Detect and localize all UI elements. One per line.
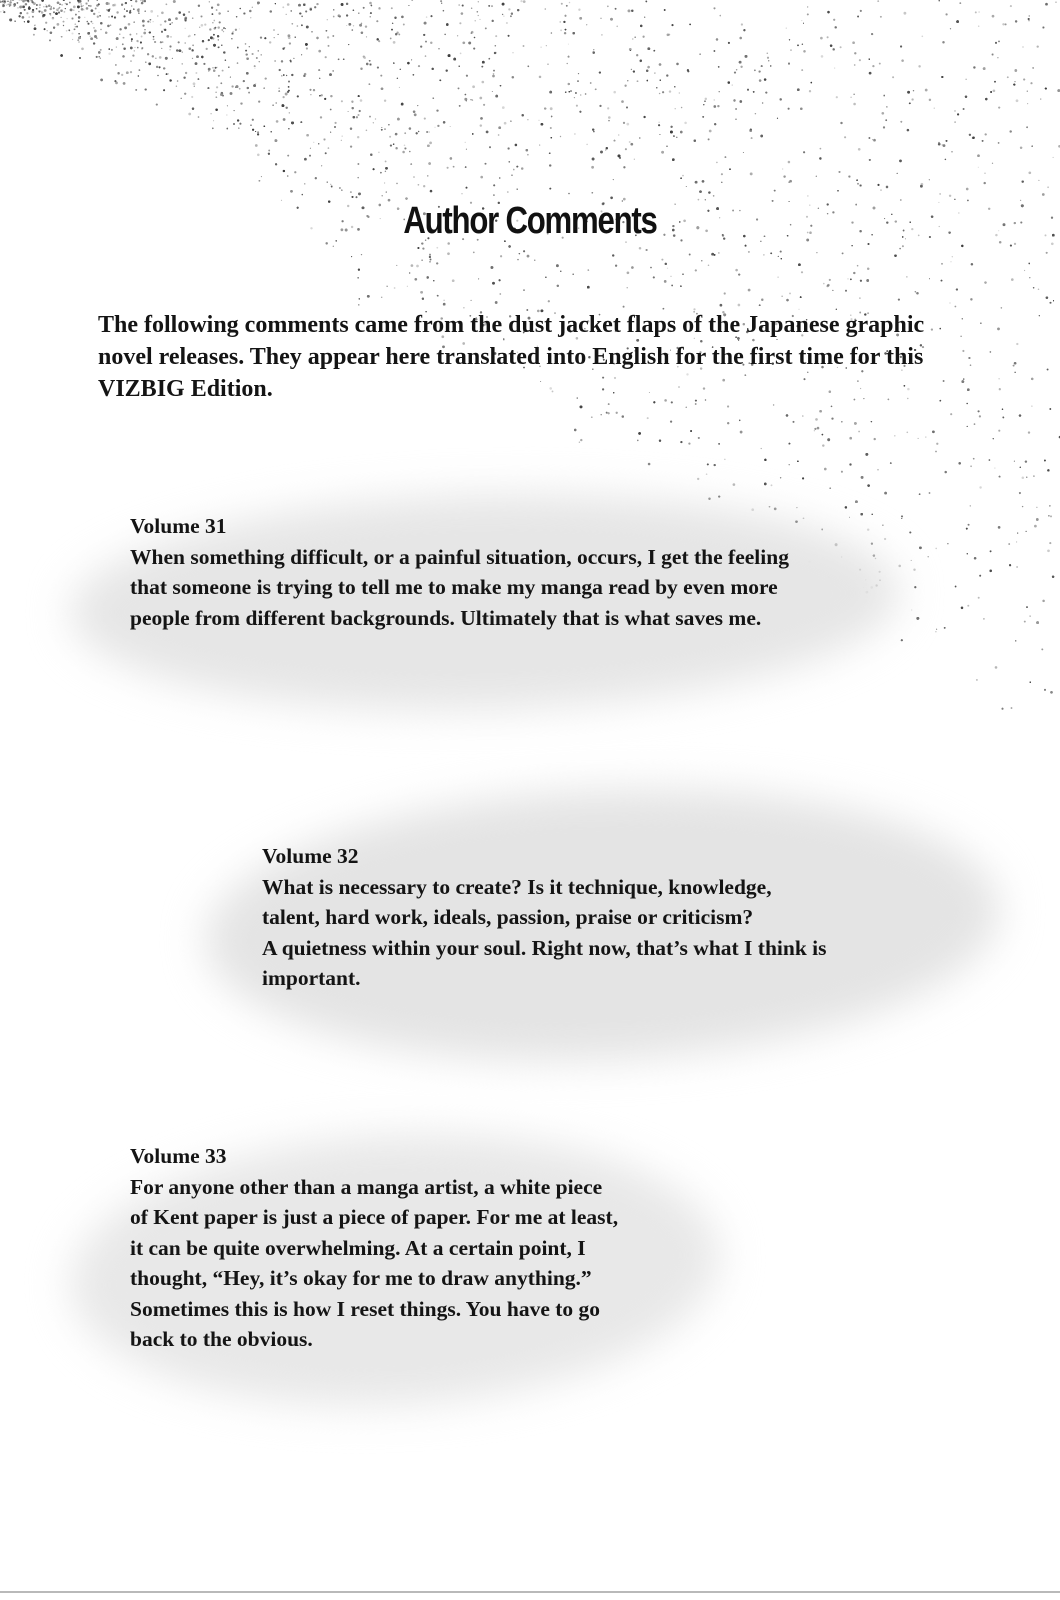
comment-text: When something difficult, or a painful situation, occurs, I get the feeling that someone is trying to tell me to make my manga read by even more people from different backgrounds. Ultimately that is what saves me. <box>130 544 789 630</box>
comment-text: What is necessary to create? Is it technique, knowledge, talent, hard work, ideals, passion, praise or criticism? A quietness within your soul. Right now, that’s what I think is important. <box>262 874 827 990</box>
comment-volume-32 <box>262 841 922 994</box>
comment-volume-label: Volume 31 <box>130 514 227 538</box>
page-title: Author Comments <box>403 200 657 242</box>
comment-volume-31 <box>130 511 910 633</box>
comment-volume-label: Volume 32 <box>262 844 359 868</box>
comment-text: For anyone other than a manga artist, a white piece of Kent paper is just a piece of paper. For me at least, it can be quite overwhelming. At a certain point, I thought, “Hey, it’s okay for me to draw anything.” Sometimes this is how I reset things. You have to go back to the obvious. <box>130 1174 619 1351</box>
comment-volume-33 <box>130 1141 690 1355</box>
comment-volume-label: Volume 33 <box>130 1144 227 1168</box>
intro-paragraph: The following comments came from the dust jacket flaps of the Japanese graphic novel releases. They appear here translated into English for the first time for this VIZBIG Edition. <box>98 312 925 402</box>
page-edge-line <box>0 1591 1060 1593</box>
